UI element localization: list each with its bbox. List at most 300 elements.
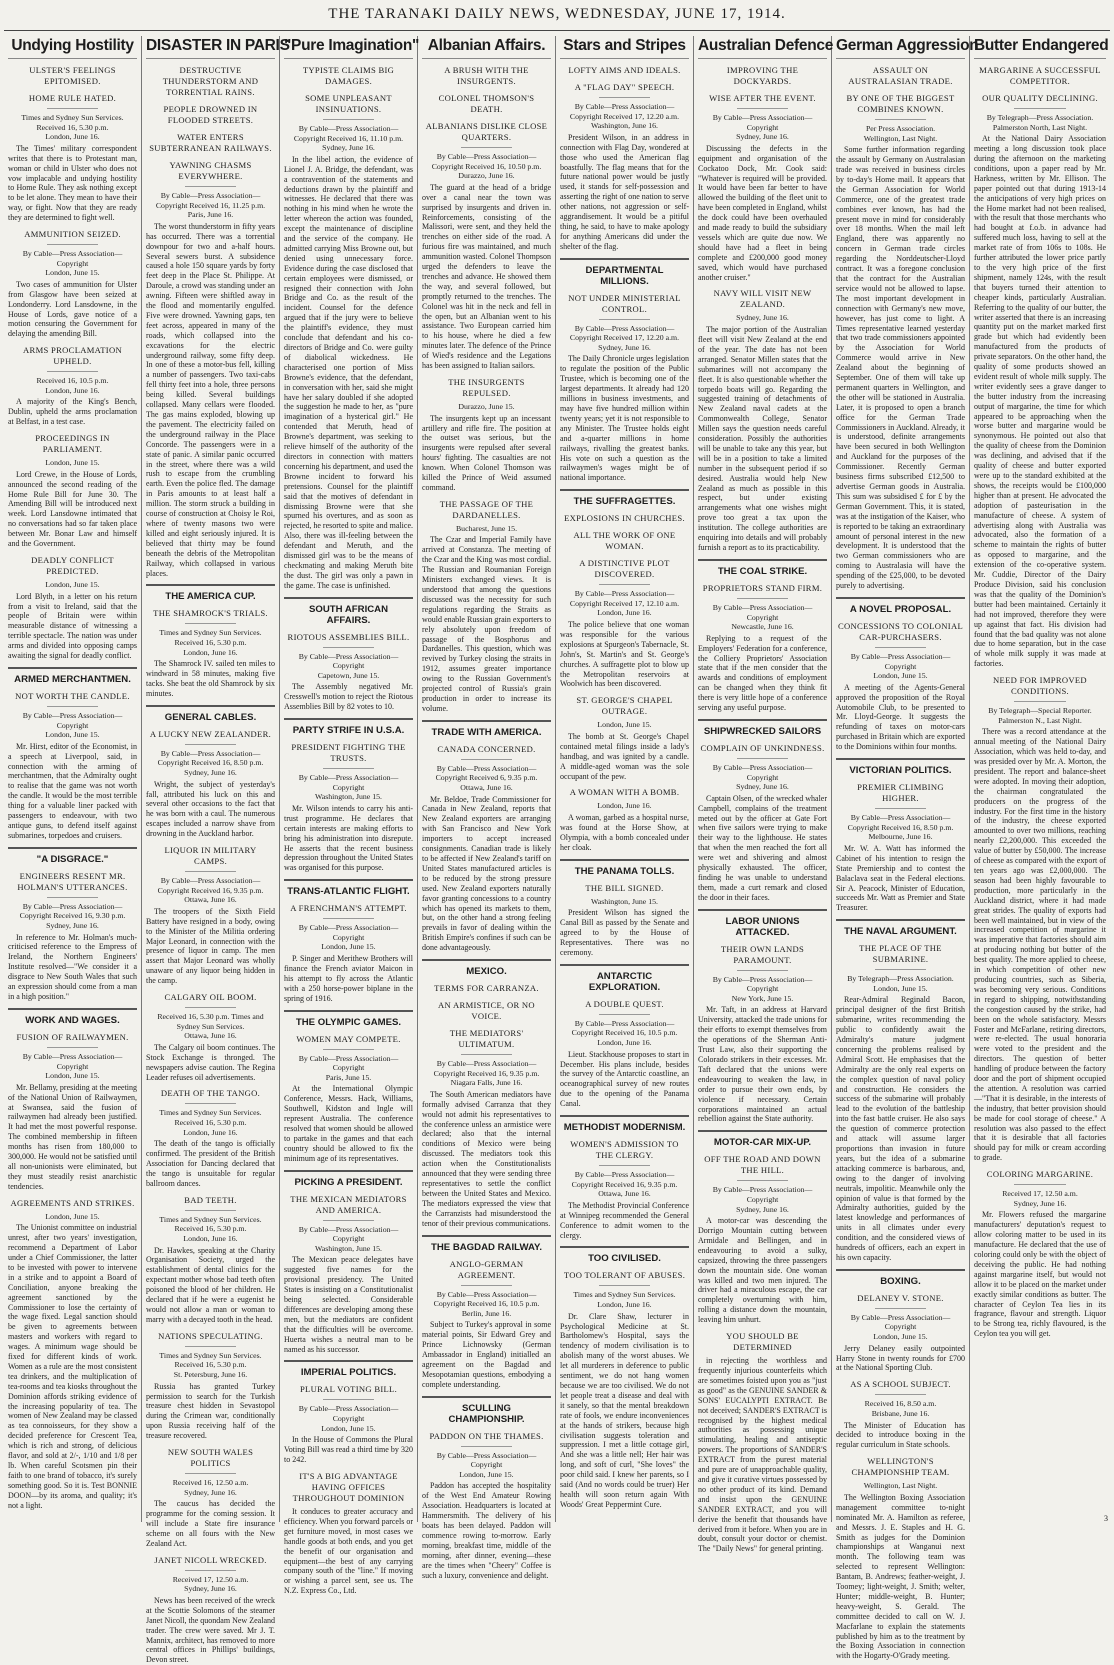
news-story (284, 1360, 413, 1378)
cable-credit: Received 16, 10.5 p.m. (36, 376, 109, 386)
news-story (284, 1471, 413, 1596)
cable-credit: By Cable—Press Association—Copyright Received 16, 10.5 p.m. (433, 1289, 540, 1309)
dateline: Sydney, June 16. (598, 342, 651, 352)
news-column (4, 36, 142, 1522)
dateline: Sydney, June 16. (736, 132, 789, 142)
news-story (284, 1010, 413, 1028)
section-divider (422, 1396, 551, 1398)
section-divider (560, 489, 689, 491)
story-headline: SOUTH AFRICAN AFFAIRS. (308, 603, 389, 626)
story-headline: THE PLACE OF THE SUBMARINE. (859, 943, 942, 965)
headline-rule (47, 1047, 99, 1048)
story-headline: HOME RULE HATED. (28, 93, 117, 103)
news-story (422, 65, 551, 87)
story-headline: AMMUNITION SEIZED. (24, 229, 121, 240)
story-headline: EXPLOSIONS IN CHURCHES. (564, 513, 685, 524)
section-divider (836, 758, 965, 760)
headline-rule (875, 647, 927, 648)
headline-rule (599, 584, 651, 585)
story-body: Dr. Hawkes, speaking at the Charity Organisation Society, urged the establishment of dental clinics for the expectant mother whose bad teeth often poisoned the blood of her children. He declared that if he were a eugenist he would not allow a man or woman to marry with a decayed tooth in the head. (146, 1245, 275, 1324)
news-story (284, 65, 413, 87)
story-headline: TOO TOLERANT OF ABUSES. (563, 1270, 686, 1281)
headline-rule (599, 1165, 651, 1166)
story-body: Paddon has accepted the hospitality of the West End Amateur Rowing Association. Headquarters is located at Hammersmith. The delivery of his boats has been delayed. Paddon will commence rowing to-morrow. Early morning, breakfast time, middle of the morning, after dinner, evening—these are the times when "Cheery" Coffee is such a luxury, convenience and delight. (422, 1481, 551, 1580)
news-story (836, 1456, 965, 1661)
story-headline: THE OLYMPIC GAMES. (295, 1016, 402, 1028)
headline-rule (599, 1285, 651, 1286)
story-headline: WOMEN MAY COMPETE. (296, 1033, 401, 1044)
news-column (280, 36, 420, 1596)
dateline: London, June 15. (321, 1423, 376, 1433)
story-headline: AN ARMISTICE, OR NO VOICE. (438, 1000, 535, 1022)
cable-credit: By Telegraph—Press Association. (847, 974, 954, 984)
cable-credit: By Cable—Press Association—Copyright Received 16, 10.50 p.m. (431, 152, 542, 171)
story-headline: THE INSURGENTS REPULSED. (448, 377, 525, 398)
story-body: Wright, the subject of yesterday's fall, attributed his luck on this and several other occasions to the fact that he was born with a caul. The numerous escapes included a narrow shave from drowning in the Auckland harbor. (146, 779, 275, 839)
story-headline: DEADLY CONFLICT PREDICTED. (31, 555, 114, 576)
dateline: Washington, June 16. (591, 121, 658, 131)
cable-credit: By Cable—Press Association—Copyright (22, 1051, 123, 1071)
cable-credit: By Cable—Press Association—Copyright (298, 923, 399, 942)
story-headline: ASSAULT ON AUSTRALASIAN TRADE. (848, 65, 953, 86)
story-headline: PRESIDENT FIGHTING THE TRUSTS. (291, 742, 406, 764)
story-headline: NOT WORTH THE CANDLE. (15, 690, 130, 701)
story-headline: JANET NICOLL WRECKED. (154, 1554, 267, 1565)
dateline: Washington, June 15. (315, 792, 382, 802)
headline-rule (323, 1220, 375, 1221)
story-headline: CANADA CONCERNED. (437, 743, 536, 754)
story-body: The major portion of the Australian fleet will visit New Zealand at the end of the year. The date has not been arranged. Senator Millen states that the submarines will not accompany the fleet. It is also questionable whether the torpedo boats will go. Regarding the suggested training of detachments of New Zealand naval cadets at the Commonwealth College, Senator Millen says the question needs careful consideration. Possibly the authorities will be unable to take any this year, but will be in a position to take a limited number in the subsequent period if so desired. Australia would help New Zealand as much as possible in this respect, but under existing arrangements what one wishes might prove too great a tax upon the institution. The college authorities are enquiring into details and will probably furnish a report as to its practicability. (698, 325, 827, 552)
news-story (146, 1331, 275, 1441)
story-body: Lord Crewe, in the House of Lords, announced the second reading of the Home Rule Bill for June 30. The Amending Bill will be introduced next week. Lord Lansdowne intimated that no conversations had so far taken place between Mr. Bonar Law and himself and the Government. (8, 469, 137, 549)
dateline: Sydney, June 16. (46, 920, 99, 930)
dateline: Palmerston North, Last Night. (992, 122, 1088, 132)
dateline: Paris, June 15. (325, 1072, 372, 1082)
story-body: Mr. Taft, in an address at Harvard University, attacked the trade unions for their efforts to exempt themselves from the operations of the Sherman Anti-Trust Law, also their supporting the Colorado strikers in their excesses. Mr. Taft declared that the unions were endeavouring to weaken the law, in order to pursue their own ends, by violence if necessary. Certain corporations maintained an actual rebellion against the State authority. (698, 1005, 827, 1124)
news-story (422, 744, 551, 953)
headline-rule (185, 1346, 237, 1347)
dateline: Berlin, June 16. (461, 1308, 512, 1318)
story-headline: ALBANIANS DISLIKE CLOSE QUARTERS. (425, 121, 548, 142)
story-headline: THE MEDIATORS' ULTIMATUM. (449, 1028, 524, 1050)
story-headline: BY ONE OF THE BIGGEST COMBINES KNOWN. (846, 93, 955, 114)
story-headline: OFF THE ROAD AND DOWN THE HILL. (704, 1154, 821, 1176)
news-story (560, 1115, 689, 1133)
news-story (698, 65, 827, 87)
news-story (422, 1000, 551, 1022)
story-body: Some further information regarding the assault by Germany on Australasian trade was received in business circles by to-day's Home mail. It appears that the German Association for World Commerce, one of the greatest trade combines ever known, has had the present move in mind for considerably over 18 months. When the mail left England, there was apparently no concern in German trade circles regarding the Norddeutscher-Lloyd contract. It was a foregone conclusion that the contract for the Australian service would not be allowed to lapse. The most important development in connection with Germany's new move, however, has just come to light. A Times representative learned yesterday that two trade commissioners appointed by the Association for World Commerce would arrive in New Zealand about the beginning of September. One of them will take up permanent quarters in Wellington, and the other will be stationed in Australia. Later, it is proposed to open a branch office for the German Trade Commissioners in Auckland. Already, it is understood, definite arrangements have been secured in both Wellington and Auckland for the purposes of the Commissioner. Recently German business firms subscribed £12,500 to advertise German goods in Australia. This sum was subsidised £ for £ by the German Government. This, it is stated, was at the instigation of the Kaiser, who is reported to be taking an extraordinary amount of personal interest in the new development. It is understood that the two German commissioners who are coming to Australasia will have the spending of the £25,000, to be devoted purely to advertising. (836, 145, 965, 591)
story-body: The Times' military correspondent writes that there is to Protestant man, woman or child in Ulster who does not vow implacable and undying hostility to Home Rule. They ask nothing except to be let alone. They mean to have their way, or fight. Now that they are ready they are determined to fight well. (8, 143, 137, 223)
news-story (836, 597, 965, 615)
dateline: London, June 15. (321, 942, 376, 952)
story-headline: NAVY WILL VISIT NEW ZEALAND. (713, 288, 812, 310)
dateline: Ottawa, June 16. (598, 1189, 651, 1199)
story-body: The troopers of the Sixth Field Battery have resigned in a body, owing to the Minister of the Militia ordering Major Leonard, in connection with the presence of liquor in camp. The men assert that Major Leonard was wholly unaware of any liquor being hidden in the camp. (146, 906, 275, 986)
dateline: London, June 15. (459, 1469, 514, 1479)
story-body: Mr. Hirst, editor of the Economist, in a speech at Liverpool, said, in connection with the arming of merchantmen, that the Admiralty ought to realise that the game was not worth the candle. It would be the most terrible thing for a valuable liner packed with passengers to endeavour, with two antique guns, to defend itself against submarines, torpedoes and cruisers. (8, 741, 137, 840)
headline-rule (323, 647, 375, 648)
news-story (8, 1198, 137, 1511)
news-story (836, 1293, 965, 1374)
news-column (418, 36, 556, 1580)
section-divider (8, 847, 137, 849)
headline-rule (599, 319, 651, 320)
section-divider (422, 1235, 551, 1237)
cable-credit: By Telegraph—Special Reporter. (988, 706, 1092, 716)
story-headline: VICTORIAN POLITICS. (849, 765, 952, 777)
dateline: Wellington, Last Night. (863, 1481, 938, 1491)
headline-rule (461, 1054, 513, 1055)
story-body: Dr. Clare Shaw, lecturer in Psychological Medicine at St. Bartholomew's Hospital, says the tendency of modern civilisation is to abolish many of the worst abuses. We let all murderers in deference to public sentiment, we do not hang women because we are too civilised. We do not let people treat a disease and deal with it sanely, so that the mental breakdown rate of fools, we endure inconveniences at the hands of strikers, because high civilisation suggests toleration and suppression. I met a little cottage girl, And she was a little nell; Her hair was long, and soft of curl, "She loves" the poor child said. I knew her parents, so I said (And no words could be truer) Her health will soon return again With Woods' Great Peppermint Cure. (560, 1311, 689, 1509)
news-story (284, 1170, 413, 1188)
dateline: London, June 15. (45, 580, 100, 589)
news-story (560, 65, 689, 76)
story-headline: IT'S A BIG ADVANTAGE HAVING OFFICES THROUGHOUT DOMINION (292, 1470, 405, 1503)
news-story (698, 1331, 827, 1554)
story-headline: THE MEXICAN MEDIATORS AND AMERICA. (290, 1193, 407, 1215)
story-headline: THE SHAMROCK'S TRIALS. (153, 608, 268, 619)
news-story (974, 65, 1106, 87)
news-story (422, 1235, 551, 1253)
headline-rule (185, 1473, 237, 1474)
dateline: London, June 15. (873, 671, 928, 681)
story-headline: COMPLAIN OF UNKINDNESS. (700, 742, 825, 753)
news-story (698, 583, 827, 713)
news-story (8, 1008, 137, 1026)
dateline: Capetown, June 15. (317, 670, 380, 680)
headline-rule (461, 147, 513, 148)
dateline: London, June 15. (873, 1332, 928, 1342)
news-story (698, 288, 827, 552)
story-headline: YAWNING CHASMS EVERYWHERE. (169, 160, 252, 181)
newspaper-columns (4, 36, 1110, 1665)
section-divider (422, 720, 551, 722)
story-headline: RIOTOUS ASSEMBLIES BILL. (287, 631, 410, 642)
story-body: Two cases of ammunition for Ulster from Glasgow have been seized at Londonderry. Lord Lansdowne, in the House of Lords, gave notice of a motion censuring the Government for delaying the amending Bill. (8, 279, 137, 339)
section-divider (8, 1008, 137, 1010)
cable-credit: Received 16, 12.50 a.m. (172, 1478, 249, 1488)
story-headline: THE PANAMA TOLLS. (574, 865, 675, 877)
story-body: Mr. Beldoe, Trade Commissioner for Canada in New Zealand, reports that New Zealand exporters are arranging with San Francisco and New York importers to accept increased consignments. Canadian trade is likely to be affected if New Zealand's tariff on United States manufactured articles is to be reduced by the strong pressure used. New Zealand exporters naturally favor granting concessions to a country which has opened its markets to them, but, on the other hand a strong feeling prevails in favor of dealing within the British Empire's confines if such can be done advantageously. (422, 794, 551, 953)
dateline: London, June 16. (183, 1233, 238, 1243)
news-story (284, 93, 413, 591)
cable-credit: Times and Sydney Sun Services. Received 16, 5.30 p.m. (159, 1214, 262, 1234)
story-body: There was a record attendance at the annual meeting of the National Dairy Association, which was held to-day, and was presided over by Mr. A. Morton, the president. The report and balance-sheet were adopted. In moving their adoption, the chairman congratulated the producers on the progress of the industry. For the first time in the history of the industry, the cheese exported amounted to over two millions, reaching nearly £2,200,000. This exceeded the value of butter by £50,000. The increase of cheese as compared with the export of ten years ago was £2,000,000. The season had been highly favourable to production, more particularly in the Auckland district, where it had made great strides. The quality of exports had been well maintained, but in view of the increased competition of margarine it was imperative that factories should aim at producing nothing but butter of the best quality. The more applied to cheese, in which competition of other new producing countries, such as Siberia, was becoming very serious. Conditions in regard to shipping, notwithstanding the congestion caused by the strike, had been on the whole satisfactory. Messrs Foster and McFarlane, retiring directors, were re-elected. The usual honoraria were voted to the president and the directors. The question of better handling of produce between the factory door and the port of shipment occupied the attention. A resolution was carried—"That it is desirable, in the interests of the industry, that better provision should be made for cool storage of cheese." A resolution was also passed to the effect that it is desirable that all factories should pay for milk or cream according to grade. (974, 727, 1106, 1163)
news-story (146, 160, 275, 578)
story-body: The police believe that one woman was responsible for the various explosions at Spurgeon's Tabernacle, St. John's, St. Martin's and St. George's churches. A suffragette plot to blow up the Metropolitan reservoirs at Woolwich has been discovered. (560, 620, 689, 689)
section-divider (422, 959, 551, 961)
story-body: The Mexican peace delegates have suggested five names for the provisional presidency. The United States is insisting on a Constitutionalist being selected. Considerable differences are developing among these men, but the mediators are confident that the difficulties will be overcome. Huerta wishes a neutral man to be named as his successor. (284, 1255, 413, 1354)
story-headline: ENGINEERS RESENT MR. HOLMAN'S UTTERANCES. (17, 870, 128, 892)
news-story (284, 742, 413, 873)
story-headline: BAD TEETH. (184, 1194, 237, 1205)
story-body: The Calgary oil boom continues. The Stock Exchange is thronged. The newspapers advise caution. The Regina Leader refuses oil advertisements. (146, 1042, 275, 1082)
headline-rule (323, 119, 375, 120)
news-story (146, 584, 275, 602)
news-story (422, 93, 551, 115)
cable-credit: By Cable—Press Association—Copyright (850, 651, 951, 671)
headline-rule (875, 808, 927, 809)
news-story (836, 943, 965, 1263)
headline-rule (737, 970, 789, 971)
cable-credit: By Cable—Press Association—Copyright (436, 1450, 537, 1470)
dateline: Sydney, June 16. (184, 768, 237, 777)
story-body: in rejecting the worthless and frequently injurious counterfeits which are sometimes foisted upon you as "just as good" as the GENUINE SANDER & SONS' EUCALYPTI EXTRACT. Be not deceived; SANDER'S EXTRACT is recognised by the highest medical authorities as possessing unique stimulating, healing and antiseptic powers. The proportions of SANDER'S EXTRACT from the purest material and pure are of unapproachable quality, and give it curative virtues possessed by no other product of its kind. Demand and insist upon the GENUINE SANDER EXTRACT, and you will derive the benefit that thousands have derived from it before. When you are in doubt, consult your doctor or chemist. The "Daily News" for general printing. (698, 1356, 827, 1554)
dateline: Sydney, June 16. (736, 313, 789, 323)
story-headline: IMPROVING THE DOCKYARDS. (726, 65, 799, 86)
cable-credit: By Cable—Press Association—Copyright Received 6, 9.35 p.m. (435, 763, 538, 783)
story-headline: TOO CIVILISED. (588, 1253, 661, 1265)
dateline: London, June 15. (45, 458, 100, 468)
story-body: Subject to Turkey's approval in some material points, Sir Edward Grey and Prince Lichnowsky (German Ambassador in England) initialled an agreement on the Bagdad and Mesopotamian questions, embodying a complete understanding. (422, 1320, 551, 1389)
headline-rule (185, 871, 237, 872)
story-headline: WELLINGTON'S CHAMPIONSHIP TEAM. (851, 1456, 950, 1478)
story-headline: A BRUSH WITH THE INSURGENTS. (444, 65, 529, 86)
dateline: London, June 16. (597, 801, 652, 811)
story-headline: A NOVEL PROPOSAL. (849, 603, 952, 615)
section-divider (836, 1269, 965, 1271)
news-story (146, 132, 275, 154)
column-heading: Albanian Affairs. (422, 36, 551, 59)
dateline: Niagara Falls, June 16. (450, 1078, 523, 1088)
story-headline: WATER ENTERS SUBTERRANEAN RAILWAYS. (149, 132, 272, 153)
cable-credit: By Cable—Press Association—Copyright Received 17, 12.20 a.m. (569, 323, 680, 343)
story-headline: DEPARTMENTAL MILLIONS. (585, 264, 664, 287)
story-body: Russia has granted Turkey permission to search for the Turkish treasure chest hidden in Sevastopol during the Crimean war, conditionally upon Russia receiving half of the treasure recovered. (146, 1381, 275, 1441)
story-headline: A FRENCHMAN'S ATTEMPT. (290, 903, 407, 914)
cable-credit: By Cable—Press Association—Copyright Received 16, 9.35 p.m. (157, 876, 264, 895)
story-headline: THE PASSAGE OF THE DARDANELLES. (439, 498, 534, 520)
headline-rule (875, 1394, 927, 1395)
column-heading: German Aggression (836, 36, 965, 59)
news-story (560, 530, 689, 552)
headline-rule (599, 1014, 651, 1015)
dateline: Ottawa, June 16. (184, 1031, 237, 1041)
news-story (422, 499, 551, 714)
dateline: Ottawa, June 16. (184, 895, 237, 905)
news-story (284, 1194, 413, 1355)
news-story (560, 999, 689, 1109)
news-story (560, 293, 689, 484)
story-body: The caucus has decided the programme for the coming session. It will include a State fire insurance scheme on all fours with the New Zealand Act. (146, 1499, 275, 1548)
story-headline: LABOR UNIONS ATTACKED. (725, 915, 800, 938)
story-body: President Wilson has signed the Canal Bill as passed by the Senate and agreed to by the House of Representatives. There was no ceremony. (560, 908, 689, 957)
headline-rule (185, 1570, 237, 1571)
story-headline: YOU SHOULD BE DETERMINED (726, 1331, 799, 1353)
dateline: Washington, June 15. (591, 896, 658, 906)
dateline: Durazzo, June 15. (458, 402, 515, 411)
section-divider (560, 258, 689, 260)
story-headline: TRADE WITH AMERICA. (431, 726, 542, 738)
story-body: The Assembly negatived Mr. Cresswell's motion to reject the Riotous Assemblies Bill by 82 votes to 10. (284, 682, 413, 712)
headline-rule (47, 244, 99, 245)
section-divider (560, 859, 689, 861)
story-body: Captain Olsen, of the wrecked whaler Campbell, complains of the treatment meted out by the officer at Gate Fort when five sailors were trying to make their way to the lighthouse. He states that when the men reached the fort all were wet and shivering and almost physically exhausted. The officer, finding he was unable to understand them, made a curt remark and closed the door in their faces. (698, 793, 827, 902)
story-headline: PEOPLE DROWNED IN FLOODED STREETS. (163, 104, 258, 125)
story-body: The bomb at St. George's Chapel contained metal filings inside a lady's handbag, and was ignited by a candle. A middle-aged woman was the sole occupant of the pew. (560, 731, 689, 781)
cable-credit: Times and Sydney Sun Services. Received 16, 5.30 p.m. (159, 628, 262, 647)
news-story (284, 718, 413, 736)
headline-rule (185, 1210, 237, 1211)
story-headline: COLORING MARGARINE. (986, 1169, 1094, 1180)
news-column (970, 36, 1110, 1522)
story-headline: PREMIER CLIMBING HIGHER. (857, 782, 944, 804)
story-headline: THEIR OWN LANDS PARAMOUNT. (720, 943, 805, 965)
story-body: The guard at the head of a bridge over a canal near the town was surprised by insurgents and driven in. Reinforcements, consisting of the Malissori, were sent, and they held the trenches on either side of the road. A furious fire was maintained, and much ammunition wasted. Colonel Thompson urged the defenders to leave the trenches and advance. He showed them the way, and several followed, but promptly returned to the trenches. The Colonel was hit in the neck and fell in the open, but an Albanian went to his assistance. Two European carried him to his house, where he died a few minutes later. The defence of the Prince of Wied's residence and the Legations has been assigned to Italian sailors. (422, 182, 551, 371)
news-story (422, 377, 551, 493)
news-story (146, 608, 275, 698)
story-body: The insurgents kept up an incessant artillery and rifle fire. The position at the outset was serious, but the insurgents were repulsed after several hours' fighting. The casualties are not known. When Colonel Thomson was killed the Prince of Weid assumed command. (422, 413, 551, 492)
story-headline: NOT UNDER MINISTERIAL CONTROL. (568, 292, 681, 314)
news-story (8, 93, 137, 223)
story-headline: METHODIST MODERNISM. (563, 1122, 686, 1134)
news-story (284, 1034, 413, 1164)
cable-credit: Received 17, 12.50 a.m. (172, 1574, 249, 1584)
story-headline: THE NAVAL ARGUMENT. (844, 926, 957, 938)
news-story (422, 121, 551, 371)
story-headline: PROCEEDINGS IN PARLIAMENT. (35, 433, 110, 455)
headline-rule (185, 623, 237, 624)
section-divider (836, 919, 965, 921)
news-story (146, 705, 275, 723)
headline-rule (737, 1180, 789, 1181)
cable-credit: Times and Sydney Sun Services. Received 16, 5.30 p.m. (21, 113, 124, 132)
headline-rule (185, 1007, 237, 1008)
column-heading: Butter Endangered (974, 36, 1106, 59)
news-story (560, 258, 689, 287)
news-story (698, 559, 827, 577)
news-story (8, 65, 137, 87)
story-headline: ARMED MERCHANTMEN. (14, 673, 131, 685)
dateline: Newcastle, June 16. (731, 622, 794, 632)
news-story (560, 964, 689, 993)
cable-credit: Received 17, 12.50 a.m. (1002, 1189, 1078, 1199)
cable-credit: By Cable—Press Association—Copyright (22, 249, 123, 268)
news-story (8, 691, 137, 841)
story-headline: DESTRUCTIVE THUNDERSTORM AND TORRENTIAL RAINS. (162, 65, 259, 97)
story-body: The Methodist Provincial Conference at Winnipeg recommended the General Conference to admit women to the clergy. (560, 1200, 689, 1240)
story-body: A meeting of the Agents-General approved the proposition of the Royal Automobile Club, to be presented to Mr. Lloyd-George. It suggests the refunding of taxes on motor-cars purchased in Britain which are exported to the Dominions within four months. (836, 682, 965, 752)
headline-rule (185, 186, 237, 187)
story-body: A majority of the King's Bench, Dublin, upheld the arms proclamation at Belfast, in a test case. (8, 397, 137, 427)
dateline: Ottawa, June 16. (460, 782, 513, 792)
story-headline: TYPISTE CLAIMS BIG DAMAGES. (302, 65, 395, 86)
story-headline: LOFTY AIMS AND IDEALS. (568, 65, 681, 75)
page-number: 3 (1104, 1514, 1108, 1523)
cable-credit: Times and Sydney Sun Services. Received 16, 5.30 p.m. (159, 1108, 262, 1128)
dateline: New York, June 15. (731, 993, 794, 1003)
story-body: Mr. Wilson intends to carry his anti-trust programme. He declares that certain interests are making efforts to bring his administration into disrepute. He asserts that the recent business depression throughout the United States was organised for this purpose. (284, 803, 413, 873)
news-story (836, 1269, 965, 1287)
story-body: News has been received of the wreck at the Scottie Solomons of the steamer Janet Nicoll, the quondam New Zealand trader. The crew were saved. Mr J. T. Mannix, architect, has removed to more central offices in Phillips' buildings, Devon street. (146, 1595, 275, 1665)
story-body: The Minister of Education has decided to introduce boxing in the regular curriculum in State schools. (836, 1420, 965, 1450)
dateline: London, June 16. (45, 385, 100, 395)
headline-rule (323, 918, 375, 919)
news-story (422, 1431, 551, 1581)
story-headline: PICKING A PRESIDENT. (294, 1176, 403, 1188)
story-headline: ARMS PROCLAMATION UPHELD. (23, 345, 122, 367)
cable-credit: By Cable—Press Association—Copyright Received 16, 8.50 p.m. (847, 813, 954, 832)
news-story (422, 1028, 551, 1228)
story-body: Mr. Bellamy, presiding at the meeting of the National Union of Railwaymen, at Swansea, said the fusion of railwaymen had already been justified. It had met the most powerful response. The combined membership in fifteen months has risen from 180,000 to 300,000. He would not be satisfied until all non-unionists were eliminated, but they must steadily resist anarchistic tendencies. (8, 1082, 138, 1191)
news-story (698, 944, 827, 1125)
section-divider (698, 1130, 827, 1132)
cable-credit: Times and Sydney Sun Services. Received 16, 5.30 p.m. (159, 1350, 262, 1370)
headline-rule (47, 108, 99, 109)
cable-credit: Received 16, 8.50 a.m. (864, 1399, 937, 1409)
story-headline: MOTOR-CAR MIX-UP. (713, 1137, 812, 1149)
story-body: Mr. Flowers refused the margarine manufacturers' deputation's request to allow coloring matter to be used in its manufacture. He declared that the use of coloring could only be with the object of deceiving the public. He had nothing against margarine itself, but would not allow it to be placed on the market under exactly similar conditions as butter. The character of Ceylon Tea lies in its fragrance, flavour and strength. Liquor to be Strong tea, richly flavoured, is the Ceylon tea you will get. (974, 1210, 1106, 1339)
news-story (8, 871, 137, 1002)
column-heading: Australian Defence (698, 36, 827, 59)
news-story (560, 787, 689, 852)
news-story (560, 489, 689, 507)
cable-credit: By Cable—Press Association—Copyright Received 16, 9.35 p.m. (433, 1059, 540, 1078)
section-divider (284, 1170, 413, 1172)
story-headline: AS A SCHOOL SUBJECT. (850, 1379, 951, 1390)
masthead: THE TARANAKI DAILY NEWS, WEDNESDAY, JUNE 17, 1914. (328, 6, 786, 22)
news-story (836, 1379, 965, 1450)
headline-rule (875, 969, 927, 970)
dateline: Brisbane, June 16. (871, 1408, 930, 1418)
story-body: The Czar and Imperial Family have arrived at Constanza. The meeting of the Czar and the King was most cordial. The Russian and Roumanian Foreign Ministers exchanged views. It is understood that among the questions discussed was the necessity for such regulations regarding the Straits as would enable Russian grain exporters to rely absolutely upon freedom of passage of the Bosphorus and Dardanelles. This question, which was revived by Turkey closing the straits in 1912, assumes greater importance owing to the Russian Government's projected control of Russia's grain production in order to increase its volume. (422, 535, 551, 713)
story-body: In the House of Commons the Plural Voting Bill was read a third time by 320 to 242. (284, 1435, 413, 1465)
cable-credit: By Cable—Press Association—Copyright Received 17, 12.20 a.m. (569, 102, 680, 121)
dateline: Sydney, June 16. (1013, 1198, 1067, 1208)
news-story (8, 667, 137, 685)
story-headline: ANGLO-GERMAN AGREEMENT. (449, 1258, 524, 1280)
dateline: London, June 15. (45, 730, 100, 740)
story-headline: TRANS-ATLANTIC FLIGHT. (287, 886, 410, 898)
news-story (8, 345, 137, 427)
news-column (694, 36, 834, 1554)
news-story (974, 675, 1106, 1163)
section-divider (146, 584, 275, 586)
headline-rule (47, 706, 99, 707)
headline-rule (185, 1103, 237, 1104)
news-story (146, 1195, 275, 1325)
story-body: President Wilson, in an address in connection with Flag Day, wondered at those who used the American flag boastfully. The flag means that for the future national power would be justly used, it stands for self-possession and asserting the right of one nation to serve other nations, not aggression or self-aggrandisement. It would be a pitiful thing, he said, to have to make apology for anything Americans did under the shelter of the flag. (560, 132, 689, 251)
story-headline: PARTY STRIFE IN U.S.A. (292, 725, 405, 737)
story-headline: NEED FOR IMPROVED CONDITIONS. (993, 675, 1087, 697)
news-story (836, 919, 965, 937)
story-headline: GENERAL CABLES. (164, 711, 257, 723)
story-headline: WOMEN'S ADMISSION TO THE CLERGY. (570, 1139, 679, 1161)
cable-credit: By Cable—Press Association—Copyright (712, 762, 813, 782)
headline-rule (737, 108, 789, 109)
news-story (836, 758, 965, 776)
news-story (836, 65, 965, 87)
cable-credit: By Cable—Press Association—Copyright (298, 1404, 399, 1424)
headline-rule (47, 897, 99, 898)
dateline: Sydney, June 16. (184, 1584, 237, 1594)
story-body: A woman, garbed as a hospital nurse, was found at the Horse Show, at Olympia, with a bomb concealed under her cloak. (560, 813, 689, 852)
cable-credit: By Cable—Press Association—Copyright (712, 1185, 813, 1204)
story-body: Lord Blyth, in a letter on his return from a visit to Ireland, said that the people of Britain were within measurable distance of witnessing a terrible spectacle. The nation was under arms and divided into opposing camps awaiting the signal for deadly conflict. (8, 591, 137, 661)
cable-credit: By Cable—Press Association—Copyright Received 16, 11.25 p.m. (155, 191, 266, 210)
news-story (8, 433, 137, 549)
story-body: At the National Dairy Association meeting a long discussion took place during the afternoon on the marketing conditions, upon a paper read by Mr. Harkness, written by Mr. Ellison. The paper pointed out that during 1913-14 the anticipations of very high prices on the Home market had not been realised, with the result that those merchants who had bought at f.o.b. in advance had suffered much loss, having to sell at the market rate of from 106s to 108s. He further attributed the lower price partly to the very high price of the first shipment, namely 124s, with the result that buyers turned their attention to cheaper kinds, particularly Australian. Referring to the quality of our butter, the writer asserted that there is an increasing quantity put on the market marked first grade but which had evidently been manufactured from the products of private separators. On the other hand, the quality of some products showed an evident result of whole milk supply. The writer evidently sees a grave danger to the butter industry from the increasing output of margarine, the time for which appeared to be approaching when the worse butter and margarine would be synonymous. He pointed out also that the quality of cheese from the Dominion was declining, and advised that if the quality of cheese and butter exported were up to the standard exhibited at the shows, the receipts would be £100,000 higher than at present. He advocated the adoption of pasteurisation in the manufacture of cheese. A system of advertising along with Australia was advocated, also the formation of a scheme to maintain the rights of butter as opposed to margarine, and the extension of the co-operative system. Mr. Cuddie, Director of the Dairy Produce Division, said his conclusion was that the quality of the Dominion's butter had been maintained. Certainly it had not improved, therefore they were up against that fact. His division had found that the bad quality was not alone due to home separation, but in the case of whole milk supply it was made at factories. (974, 134, 1106, 669)
news-story (422, 1259, 551, 1390)
news-story (146, 1447, 275, 1549)
news-story (284, 903, 413, 1003)
column-heading: Stars and Stripes (560, 36, 689, 59)
section-divider (146, 705, 275, 707)
dateline: London, June 15. (45, 268, 100, 278)
story-headline: WISE AFTER THE EVENT. (709, 93, 816, 103)
section-divider (836, 597, 965, 599)
story-body: Discussing the defects in the equipment and organisation of the Cockatoo Dock, Mr. Cook said: "Whatever is required will be provided. It would have been far better to have allowed the building of the fleet unit to have been completed in England, whilst the dock could have been overhauled and made ready to build the subsidiary vessels which are quite due now. We should have had a fleet in being complete and £200,000 good money saved, which would have purchased another cruiser." (698, 143, 827, 282)
